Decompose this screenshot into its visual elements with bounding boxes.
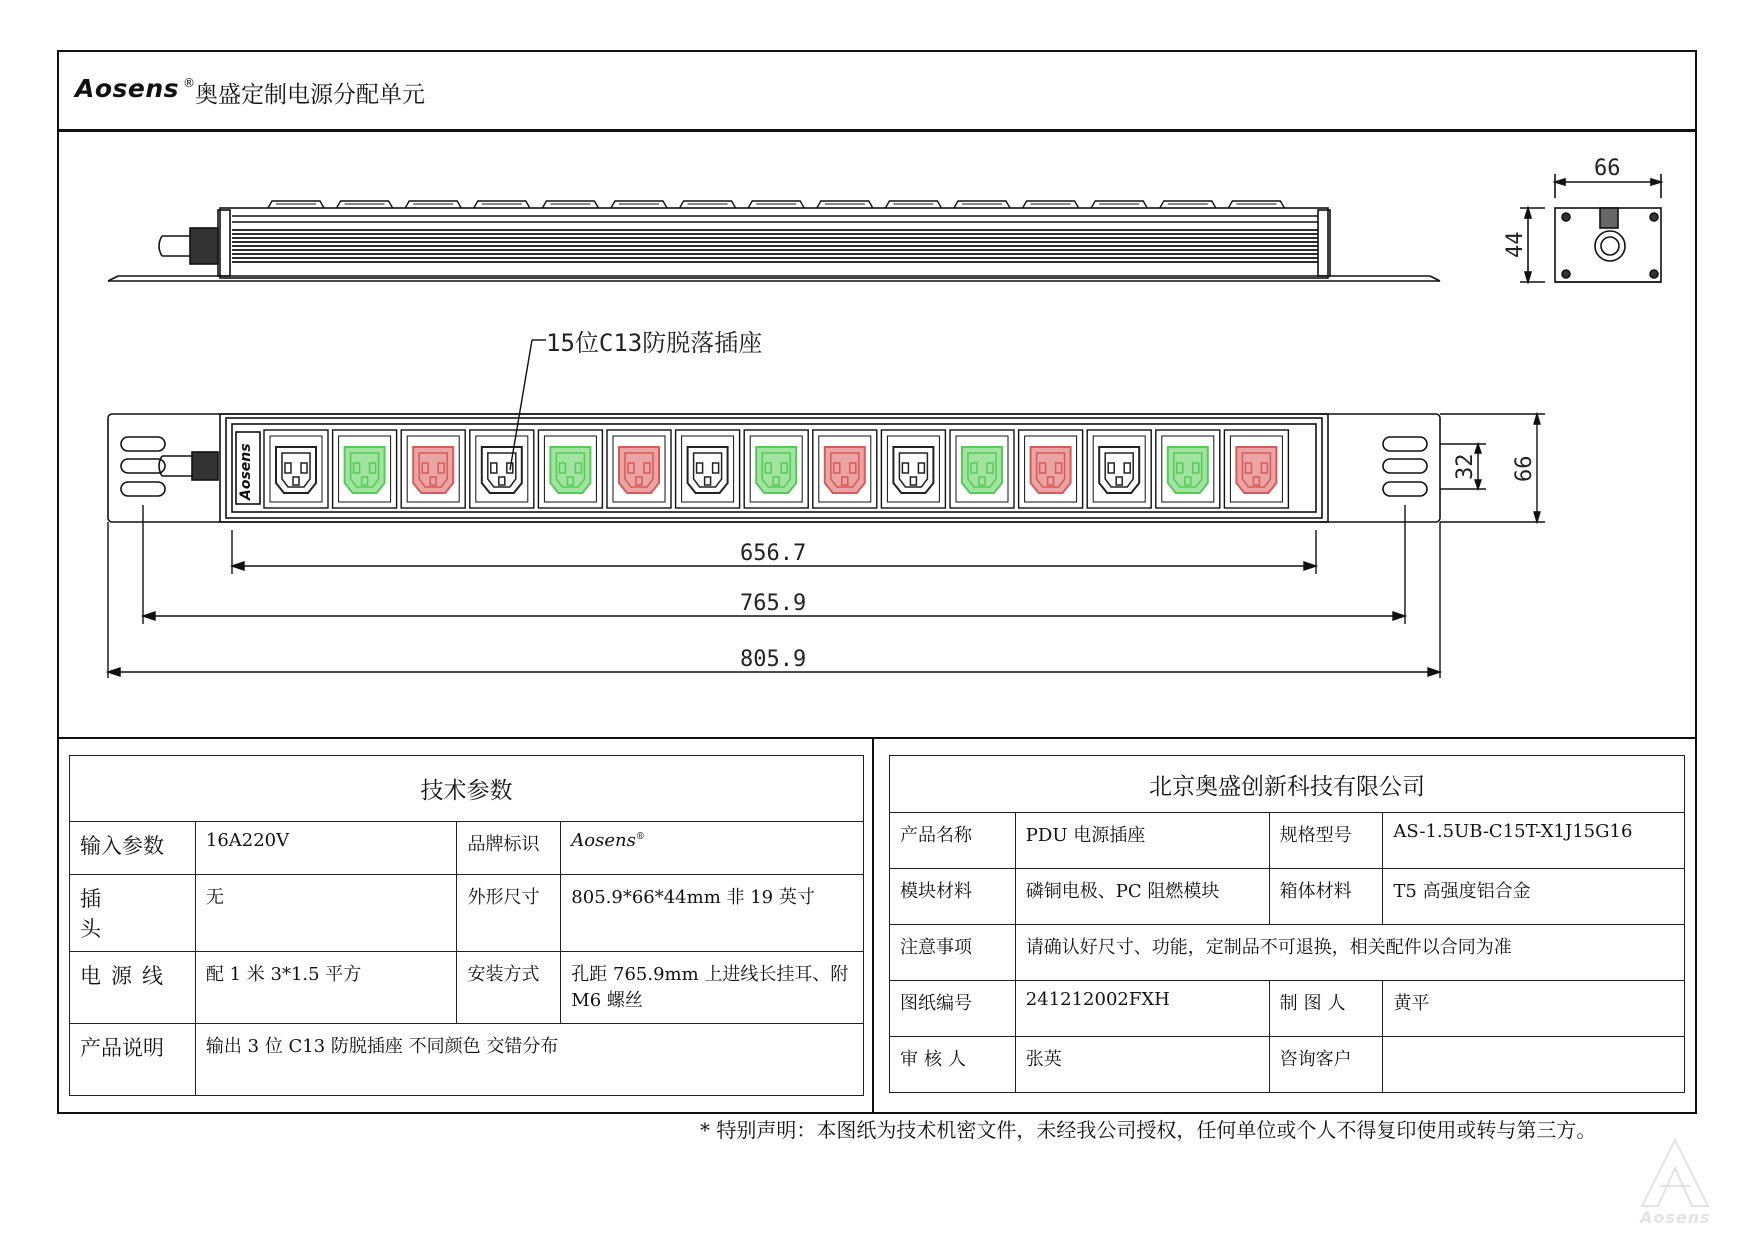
label-plug: 插头 (70, 875, 196, 952)
outlet-c13-7 (676, 430, 740, 508)
label-module-material: 模块材料 (890, 869, 1016, 925)
label-dimensions: 外形尺寸 (457, 875, 561, 952)
outlet-c13-2 (333, 430, 397, 508)
outlet-bumps (268, 201, 1284, 208)
label-drawing-number: 图纸编号 (890, 981, 1016, 1037)
outlet-c13-10 (881, 430, 945, 508)
side-view (108, 201, 1440, 281)
outlet-bump-4 (474, 201, 530, 208)
tech-params-title: 技术参数 (70, 756, 864, 822)
outlet-bump-7 (680, 201, 736, 208)
label-customer: 咨询客户 (1269, 1037, 1383, 1093)
label-brand: 品牌标识 (457, 822, 561, 875)
dim-bracket-outer: 66 (1512, 455, 1537, 482)
tech-params-table (69, 755, 864, 1096)
value-input-params: 16A220V (195, 822, 457, 875)
confidentiality-notice: * 特别声明：本图纸为技术机密文件，未经我公司授权，任何单位或个人不得复印使用或转与第三方。 (700, 1118, 1597, 1142)
label-drafter: 制图人 (1269, 981, 1383, 1037)
outlet-bump-9 (817, 201, 873, 208)
value-drawing-number: 241212002FXH (1015, 981, 1269, 1037)
outlet-c13-12 (1019, 430, 1083, 508)
value-brand: Aosens® (561, 822, 864, 875)
outlet-c13-1 (264, 430, 328, 508)
company-info-table (889, 755, 1685, 1093)
outlet-row (264, 430, 1288, 508)
outlet-bump-11 (954, 201, 1010, 208)
value-plug: 无 (195, 875, 457, 952)
outlet-c13-8 (744, 430, 808, 508)
dim-body-length: 656.7 (740, 541, 807, 566)
dim-bracket-inner: 32 (1453, 453, 1478, 480)
watermark-logo-icon (1640, 1138, 1710, 1208)
outlet-c13-11 (950, 430, 1014, 508)
label-product-name: 产品名称 (890, 813, 1016, 869)
outlet-bump-13 (1091, 201, 1147, 208)
label-reviewer: 审核人 (890, 1037, 1016, 1093)
label-case-material: 箱体材料 (1269, 869, 1383, 925)
label-notes: 注意事项 (890, 925, 1016, 981)
table-divider (872, 737, 874, 1114)
dim-total-length: 805.9 (740, 647, 807, 672)
outlet-bump-6 (611, 201, 667, 208)
outlet-c13-6 (607, 430, 671, 508)
outlet-bump-15 (1228, 201, 1284, 208)
watermark-text: Aosens (1640, 1208, 1711, 1227)
outlet-bump-12 (1023, 201, 1079, 208)
outlet-c13-9 (813, 430, 877, 508)
brand-registered-mark: ® (183, 76, 195, 90)
strip-logo: Aosens (238, 443, 254, 500)
value-case-material: T5 高强度铝合金 (1383, 869, 1685, 925)
outlet-c13-4 (470, 430, 534, 508)
outlet-c13-5 (538, 430, 602, 508)
value-drafter: 黄平 (1383, 981, 1685, 1037)
outlet-bump-5 (542, 201, 598, 208)
page-title: 奥盛定制电源分配单元 (195, 82, 425, 108)
value-power-cord: 配 1 米 3*1.5 平方 (195, 952, 457, 1024)
end-view (1520, 174, 1661, 282)
outlet-c13-15 (1224, 430, 1288, 508)
outlet-bump-14 (1160, 201, 1216, 208)
annotation-label: 15位C13防脱落插座 (546, 329, 763, 357)
outlet-c13-14 (1156, 430, 1220, 508)
value-mounting: 孔距 765.9mm 上进线长挂耳、附 M6 螺丝 (561, 952, 864, 1024)
value-module-material: 磷铜电极、PC 阻燃模块 (1015, 869, 1269, 925)
outlet-bump-8 (748, 201, 804, 208)
label-mounting: 安装方式 (457, 952, 561, 1024)
dim-height-side: 44 (1503, 231, 1528, 258)
outlet-c13-3 (401, 430, 465, 508)
outlet-bump-2 (337, 201, 393, 208)
dim-hole-spacing: 765.9 (740, 591, 807, 616)
label-model: 规格型号 (1269, 813, 1383, 869)
label-power-cord: 电源线 (70, 952, 196, 1024)
value-dimensions: 805.9*66*44mm 非 19 英寸 (561, 875, 864, 952)
outlet-c13-13 (1087, 430, 1151, 508)
value-model: AS-1.5UB-C15T-X1J15G16 (1383, 813, 1685, 869)
value-reviewer: 张英 (1015, 1037, 1269, 1093)
section-divider (57, 737, 1697, 739)
outlet-bump-1 (268, 201, 324, 208)
brand-logo: Aosens (75, 74, 180, 103)
value-notes: 请确认好尺寸、功能，定制品不可退换，相关配件以合同为准 (1015, 925, 1684, 981)
label-description: 产品说明 (70, 1024, 196, 1096)
value-description: 输出 3 位 C13 防脱插座 不同颜色 交错分布 (195, 1024, 863, 1096)
value-customer (1383, 1037, 1685, 1093)
value-product-name: PDU 电源插座 (1015, 813, 1269, 869)
label-input-params: 输入参数 (70, 822, 196, 875)
outlet-bump-3 (405, 201, 461, 208)
company-name: 北京奥盛创新科技有限公司 (890, 756, 1685, 813)
outlet-bump-10 (885, 201, 941, 208)
dim-width-side: 66 (1594, 156, 1621, 181)
